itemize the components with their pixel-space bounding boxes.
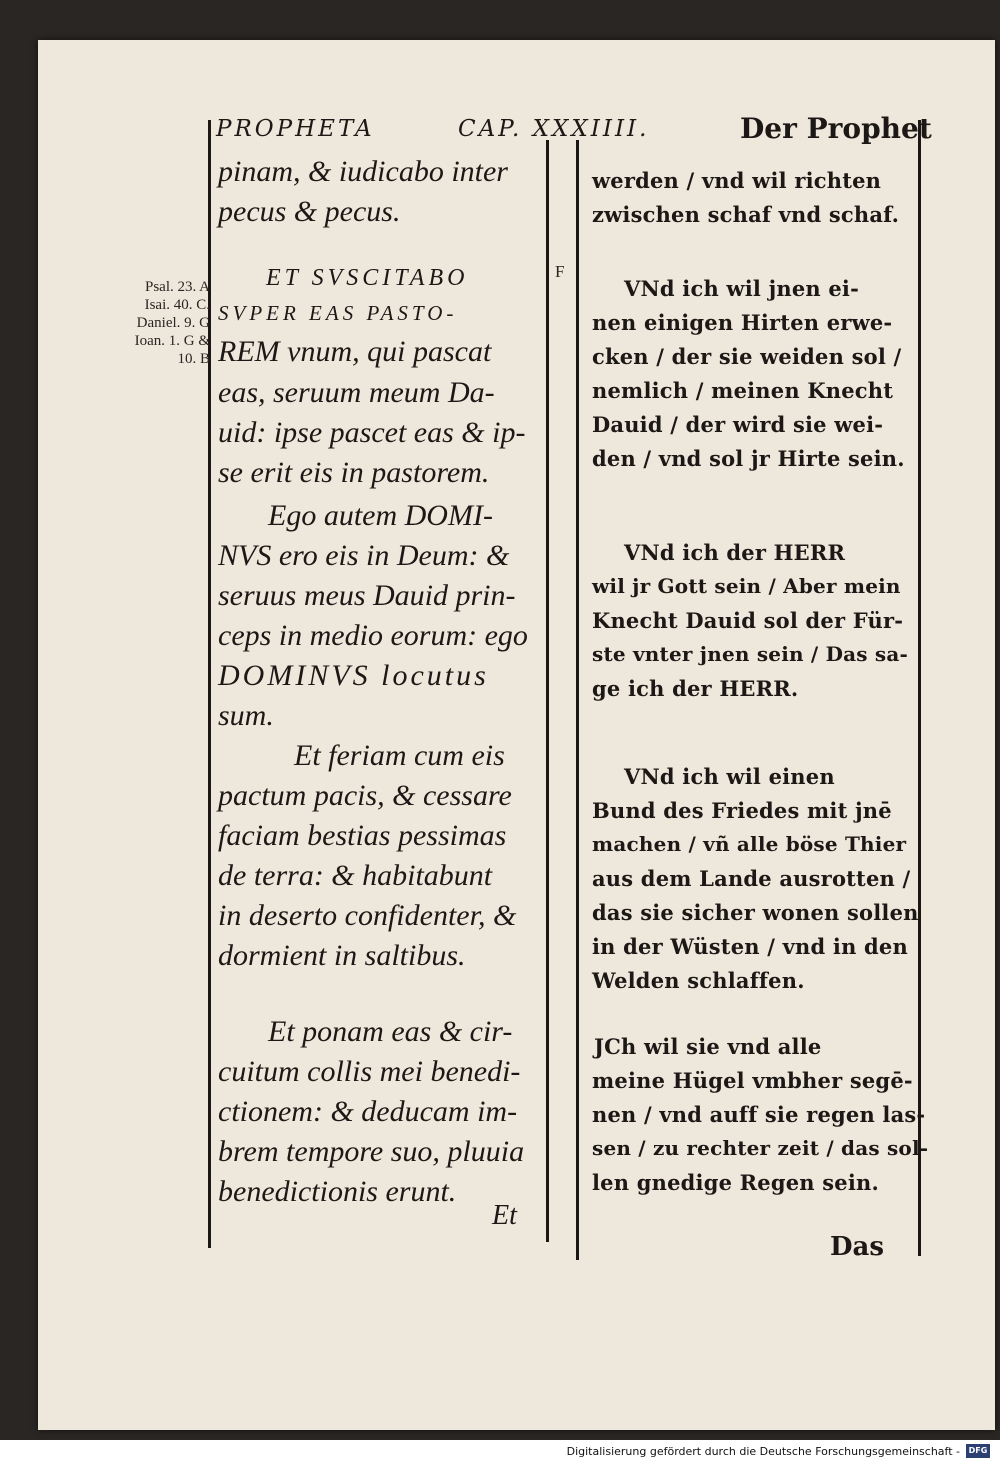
- german-line: nen einigen Hirten erwe-: [592, 310, 893, 335]
- latin-line: de terra: & habitabunt: [218, 859, 493, 892]
- margin-note: Ioan. 1. G &: [134, 333, 210, 349]
- catchword-latin: Et: [492, 1200, 517, 1231]
- latin-line: ceps in medio eorum: ego: [218, 619, 528, 652]
- margin-references: [110, 278, 210, 368]
- latin-line: brem tempore suo, pluuia: [218, 1135, 525, 1168]
- german-line: VNd ich der HERR: [624, 540, 846, 565]
- german-line: meine Hügel vmbher segē-: [592, 1068, 913, 1093]
- latin-line: NVS ero eis in Deum: &: [218, 539, 510, 572]
- latin-line: SVPER EAS PASTO-: [218, 301, 458, 325]
- german-line: sen / zu rechter zeit / das sol-: [592, 1136, 929, 1160]
- german-line: wil jr Gott sein / Aber mein: [592, 574, 901, 598]
- latin-line: pecus & pecus.: [218, 195, 401, 228]
- latin-line: sum.: [218, 699, 274, 732]
- latin-line: in deserto confidenter, &: [218, 899, 517, 932]
- latin-line: Et feriam cum eis: [294, 739, 505, 772]
- header-chapter: CAP. XXXIIII.: [458, 116, 650, 142]
- latin-line: pinam, & iudicabo inter: [218, 155, 508, 188]
- german-line: zwischen schaf vnd schaf.: [592, 202, 900, 227]
- latin-line: benedictionis erunt.: [218, 1175, 457, 1208]
- margin-note: Isai. 40. C.: [144, 297, 210, 313]
- margin-note: 10. B: [177, 351, 210, 367]
- german-line: nemlich / meinen Knecht: [592, 378, 894, 403]
- german-line: werden / vnd wil richten: [592, 168, 882, 193]
- german-line: Welden schlaffen.: [592, 968, 805, 993]
- header-right-title: Der Prophet: [740, 112, 932, 145]
- latin-line: faciam bestias pessimas: [218, 819, 507, 852]
- latin-line: ET SVSCITABO: [266, 265, 469, 291]
- latin-line: pactum pacis, & cessare: [218, 779, 512, 812]
- latin-line: REM vnum, qui pascat: [218, 335, 492, 368]
- german-line: VNd ich wil jnen ei-: [624, 276, 860, 301]
- latin-line: uid: ipse pascet eas & ip-: [218, 416, 526, 449]
- german-line: cken / der sie weiden sol /: [592, 344, 902, 369]
- latin-line: Ego autem DOMI-: [268, 499, 493, 532]
- catchword-german: Das: [830, 1232, 885, 1262]
- margin-note: Daniel. 9. G: [136, 315, 210, 331]
- margin-note: Psal. 23. A: [144, 279, 210, 295]
- latin-line: ctionem: & deducam im-: [218, 1095, 518, 1128]
- german-line: nen / vnd auff sie regen las-: [592, 1102, 926, 1127]
- german-line: JCh wil sie vnd alle: [594, 1034, 822, 1059]
- german-line: machen / vñ alle böse Thier: [592, 832, 907, 856]
- german-line: aus dem Lande ausrotten /: [592, 866, 911, 891]
- german-line: Knecht Dauid sol der Für-: [592, 608, 904, 633]
- center-left-rule: [546, 140, 549, 1242]
- german-line: in der Wüsten / vnd in den: [592, 934, 908, 959]
- german-line: das sie sicher wonen sollen: [592, 900, 919, 925]
- right-column-rule: [918, 120, 921, 1256]
- footer-credit: Digitalisierung gefördert durch die Deutsche Forschungsgemeinschaft -: [566, 1445, 960, 1458]
- german-line: Dauid / der wird sie wei-: [592, 412, 884, 437]
- latin-line: seruus meus Dauid prin-: [218, 579, 516, 612]
- german-line: len gnedige Regen sein.: [592, 1170, 880, 1195]
- latin-line: eas, seruum meum Da-: [218, 376, 495, 409]
- header-left-title: PROPHETA: [216, 116, 375, 142]
- german-line: ge ich der HERR.: [592, 676, 799, 701]
- center-right-rule: [576, 140, 579, 1260]
- latin-line: se erit eis in pastorem.: [218, 456, 490, 489]
- german-line: VNd ich wil einen: [624, 764, 835, 789]
- german-line: Bund des Friedes mit jnē: [592, 798, 892, 823]
- dfg-logo-icon: DFG: [966, 1444, 990, 1458]
- german-line: den / vnd sol jr Hirte sein.: [592, 446, 905, 471]
- german-line: ste vnter jnen sein / Das sa-: [592, 642, 909, 666]
- section-mark: F: [555, 262, 565, 281]
- latin-line: cuitum collis mei benedi-: [218, 1055, 521, 1088]
- latin-line: DOMINVS locutus: [218, 659, 489, 692]
- latin-line: Et ponam eas & cir-: [268, 1015, 513, 1048]
- latin-line: dormient in saltibus.: [218, 939, 466, 972]
